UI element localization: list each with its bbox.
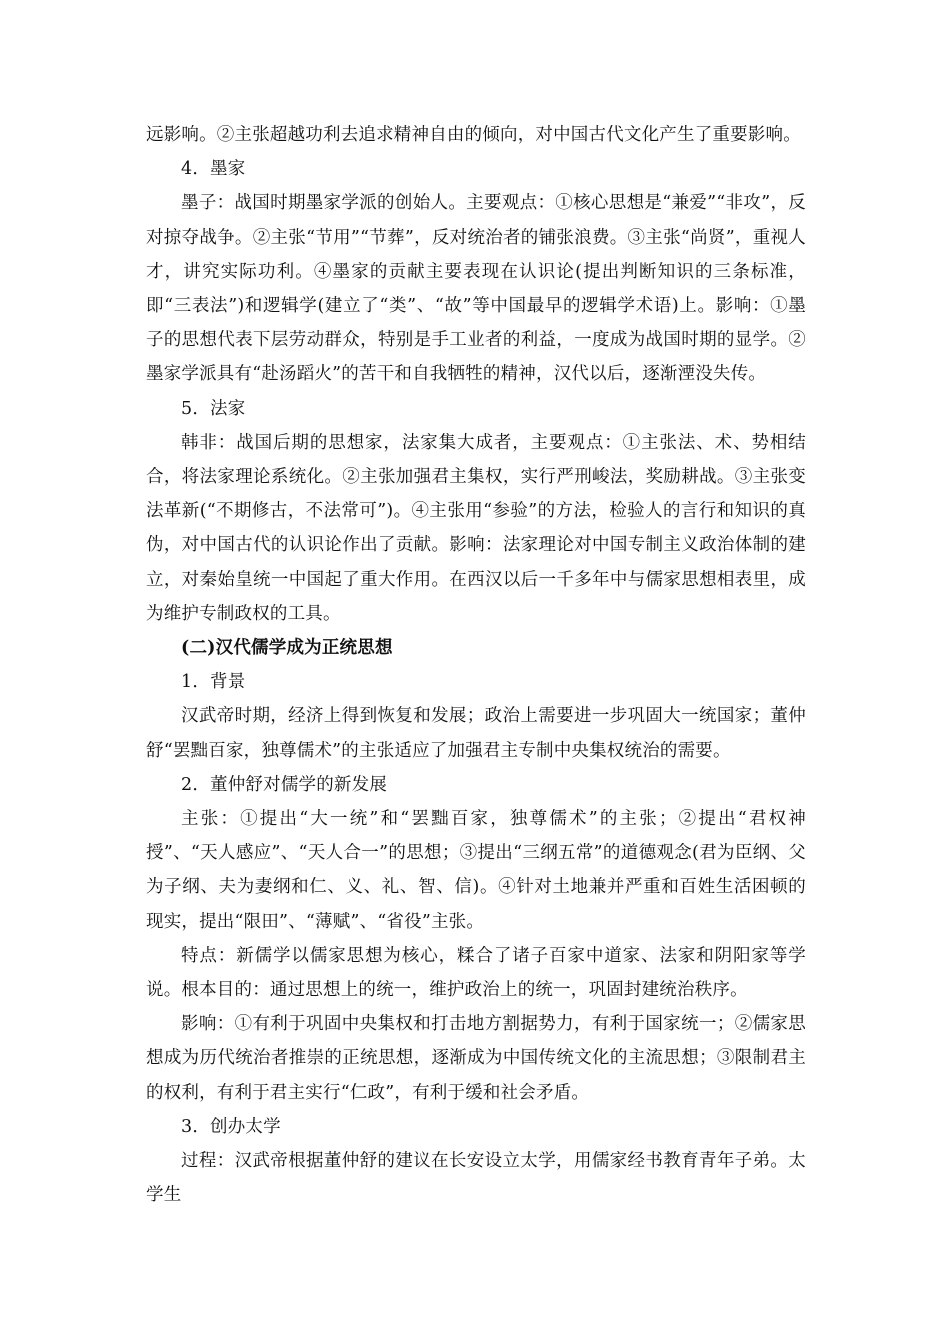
paragraph-process: 过程：汉武帝根据董仲舒的建议在长安设立太学，用儒家经书教育青年子弟。太学生	[146, 1151, 806, 1206]
paragraph-features: 特点：新儒学以儒家思想为核心，糅合了诸子百家中道家、法家和阴阳家等学说。根本目的：通过思想上的统一，维护政治上的统一，巩固封建统治秩序。	[146, 945, 806, 1001]
section-heading-han-confucianism: (二)汉代儒学成为正统思想	[181, 638, 393, 659]
document-body	[146, 118, 806, 1213]
heading-background: 1．背景	[181, 672, 246, 693]
heading-mohist: 4．墨家	[181, 159, 246, 180]
paragraph-continuation: 远影响。②主张超越功利去追求精神自由的倾向，对中国古代文化产生了重要影响。	[146, 125, 801, 145]
heading-dong-zhongshu: 2．董仲舒对儒学的新发展	[181, 774, 388, 795]
paragraph-mozi: 墨子：战国时期墨家学派的创始人。主要观点：①核心思想是“兼爱”“非攻”，反对掠夺战争。②主张“节用”“节葬”，反对统治者的铺张浪费。③主张“尚贤”，重视人才，讲究实际功利。④墨家的贡献主要表现在认识论(提出判断知识的三条标准，即“三表法”)和逻辑学(建立了“类”、“故”等中国最早的逻辑学术语)上。影响：①墨子的思想代表下层劳动群众，特别是手工业者的利益，一度成为战国时期的显学。②墨家学派具有“赴汤蹈火”的苦干和自我牺牲的精神，汉代以后，逐渐湮没失传。	[146, 193, 806, 385]
paragraph-hanfei: 韩非：战国后期的思想家，法家集大成者，主要观点：①主张法、术、势相结合，将法家理论系统化。②主张加强君主集权，实行严刑峻法，奖励耕战。③主张变法革新(“不期修古，不法常可”)。④主张用“参验”的方法，检验人的言行和知识的真伪，对中国古代的认识论作出了贡献。影响：法家理论对中国专制主义政治体制的建立，对秦始皇统一中国起了重大作用。在西汉以后一千多年中与儒家思想相表里，成为维护专制政权的工具。	[146, 432, 806, 624]
paragraph-influence: 影响：①有利于巩固中央集权和打击地方割据势力，有利于国家统一；②儒家思想成为历代统治者推崇的正统思想，逐渐成为中国传统文化的主流思想；③限制君主的权利，有利于君主实行“仁政”，有利于缓和社会矛盾。	[146, 1014, 806, 1103]
heading-legalist: 5．法家	[181, 398, 246, 419]
paragraph-claims: 主张：①提出“大一统”和“罢黜百家，独尊儒术”的主张；②提出“君权神授”、“天人感应”、“天人合一”的思想；③提出“三纲五常”的道德观念(君为臣纲、父为子纲、夫为妻纲和仁、义、礼、智、信)。④针对土地兼并严重和百姓生活困顿的现实，提出“限田”、“薄赋”、“省役”主张。	[146, 809, 806, 932]
heading-taixue: 3．创办太学	[181, 1116, 281, 1137]
paragraph-background: 汉武帝时期，经济上得到恢复和发展；政治上需要进一步巩固大一统国家；董仲舒“罢黜百家，独尊儒术”的主张适应了加强君主专制中央集权统治的需要。	[146, 706, 806, 761]
